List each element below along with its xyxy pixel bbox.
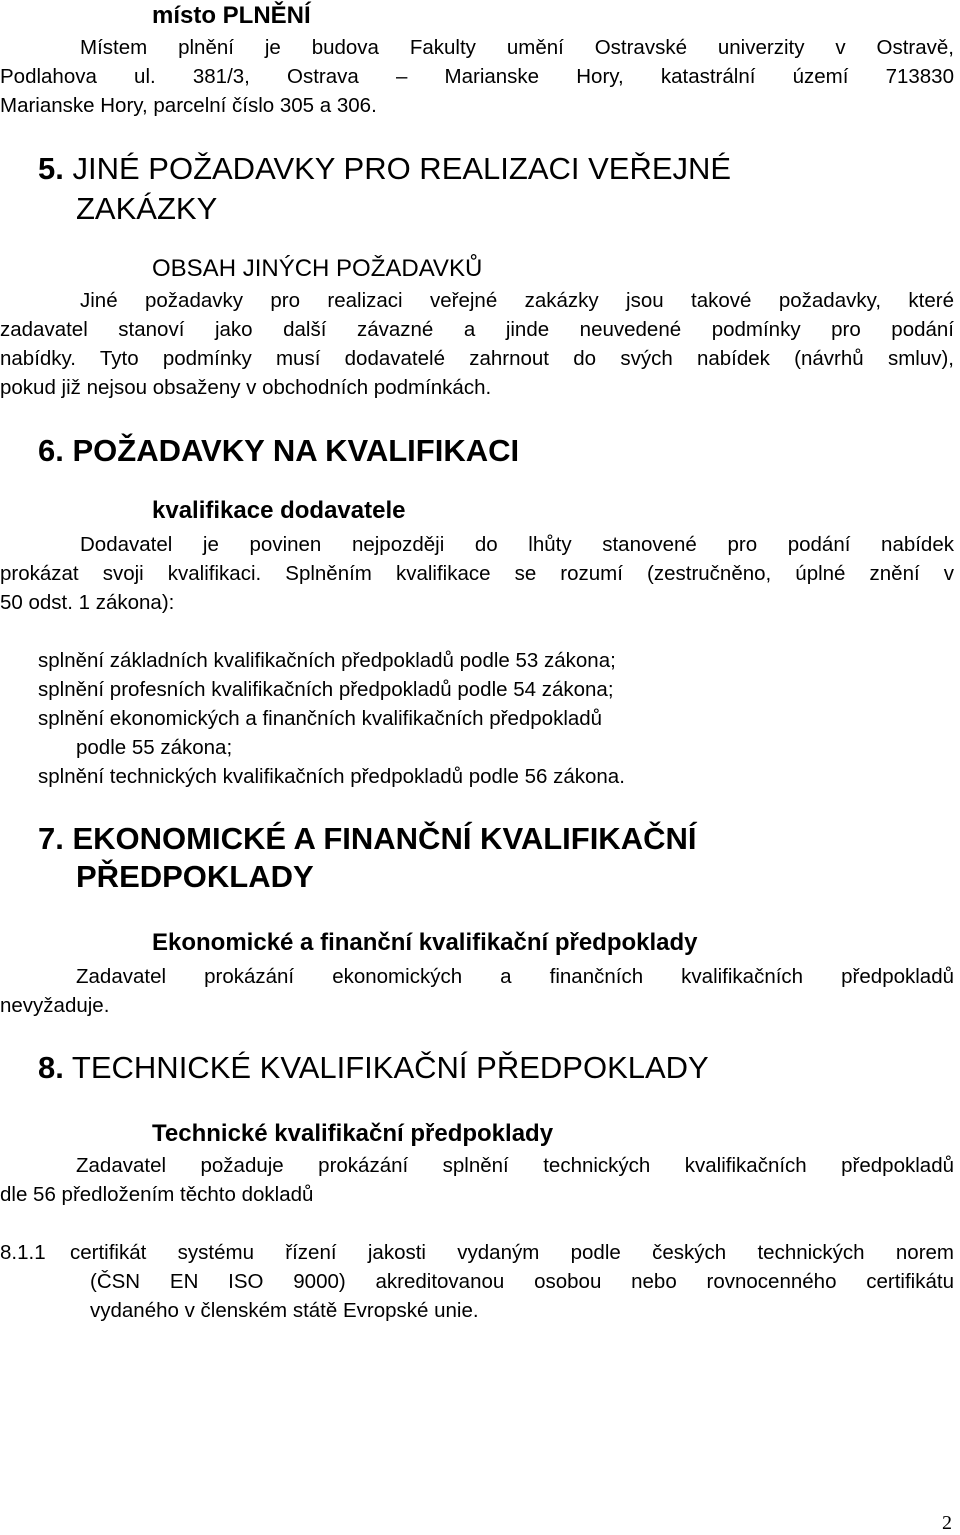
section-8-line-1: Zadavatel požaduje prokázání splnění technických kvalifikačních předpokladů bbox=[76, 1154, 954, 1177]
section-6-subheading: kvalifikace dodavatele bbox=[152, 497, 406, 524]
section-8-heading: 8. TECHNICKÉ KVALIFIKAČNÍ PŘEDPOKLADY bbox=[38, 1050, 709, 1085]
section-4-line-2: Podlahova ul. 381/3, Ostrava – Marianske Hory, katastrální území 713830 bbox=[0, 65, 954, 88]
section-6-heading: 6. POŽADAVKY NA KVALIFIKACI bbox=[38, 433, 520, 468]
section-5-heading-line-2: ZAKÁZKY bbox=[76, 191, 218, 226]
list-item: splnění základních kvalifikačních předpokladů podle 53 zákona; bbox=[38, 649, 616, 672]
section-6-line-2: prokázat svoji kvalifikaci. Splněním kvalifikace se rozumí (zestručněno, úplné znění v bbox=[0, 562, 954, 585]
section-8-line-2: dle 56 předložením těchto dokladů bbox=[0, 1183, 314, 1206]
section-5-line-3: nabídky. Tyto podmínky musí dodavatelé zahrnout do svých nabídek (návrhů smluv), bbox=[0, 347, 954, 370]
section-7-heading-line-2: PŘEDPOKLADY bbox=[76, 859, 314, 894]
section-8-subheading: Technické kvalifikační předpoklady bbox=[152, 1120, 554, 1147]
section-4-line-1: Místem plnění je budova Fakulty umění Ostravské univerzity v Ostravě, bbox=[80, 36, 954, 59]
section-7-subheading: Ekonomické a finanční kvalifikační předpoklady bbox=[152, 929, 698, 956]
section-7-line-2: nevyžaduje. bbox=[0, 994, 110, 1017]
section-7-heading-line-1: 7. EKONOMICKÉ A FINANČNÍ KVALIFIKAČNÍ bbox=[38, 821, 697, 856]
section-5-heading-line-1: 5. JINÉ POŽADAVKY PRO REALIZACI VEŘEJNÉ bbox=[38, 151, 732, 186]
page-number: 2 bbox=[942, 1512, 952, 1534]
list-item: splnění ekonomických a finančních kvalifikačních předpokladů bbox=[38, 707, 603, 730]
item-number: 8.1.1 bbox=[0, 1241, 46, 1264]
list-item: splnění profesních kvalifikačních předpokladů podle 54 zákona; bbox=[38, 678, 614, 701]
section-6-line-1: Dodavatel je povinen nejpozději do lhůty stanovené pro podání nabídek bbox=[80, 533, 954, 556]
section-4-line-3: Marianske Hory, parcelní číslo 305 a 306. bbox=[0, 94, 377, 117]
section-5-line-2: zadavatel stanoví jako další závazné a jinde neuvedené podmínky pro podání bbox=[0, 318, 954, 341]
list-item: splnění technických kvalifikačních předpokladů podle 56 zákona. bbox=[38, 765, 625, 788]
section-5-subheading: OBSAH JINÝCH POŽADAVKŮ bbox=[152, 255, 483, 282]
section-6-line-3: 50 odst. 1 zákona): bbox=[0, 591, 175, 614]
item-line-1: certifikát systému řízení jakosti vydaným podle českých technických norem bbox=[70, 1241, 954, 1264]
section-5-line-1: Jiné požadavky pro realizaci veřejné zakázky jsou takové požadavky, které bbox=[80, 289, 954, 312]
section-5-line-4: pokud již nejsou obsaženy v obchodních podmínkách. bbox=[0, 376, 492, 399]
section-7-line-1: Zadavatel prokázání ekonomických a finančních kvalifikačních předpokladů bbox=[76, 965, 954, 988]
item-line-3: vydaného v členském státě Evropské unie. bbox=[90, 1299, 479, 1322]
section-4-subheading: místo PLNĚNÍ bbox=[152, 2, 311, 29]
list-item-continuation: podle 55 zákona; bbox=[76, 736, 233, 759]
item-line-2: (ČSN EN ISO 9000) akreditovanou osobou nebo rovnocenného certifikátu bbox=[90, 1270, 954, 1293]
